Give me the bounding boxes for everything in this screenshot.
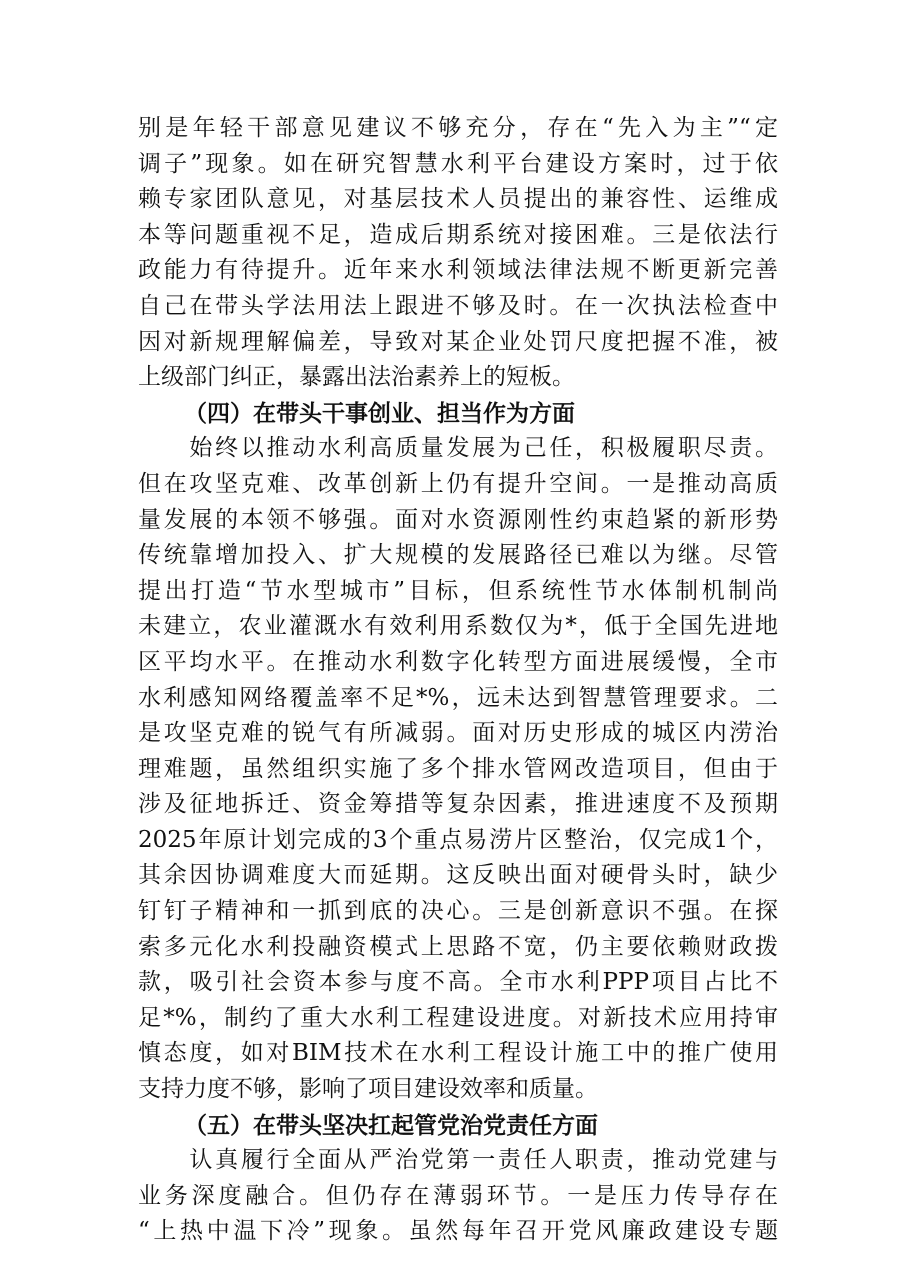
text-line: 足*%，制约了重大水利工程建设进度。对新技术应用持审	[138, 1004, 778, 1031]
text-line: 未建立，农业灌溉水有效利用系数仅为*，低于全国先进地	[138, 613, 778, 640]
text-line: 别是年轻干部意见建议不够充分，存在“先入为主”“定	[138, 115, 778, 141]
text-line: 但在攻坚克难、改革创新上仍有提升空间。一是推动高质	[138, 470, 778, 497]
text-line: 因对新规理解偏差，导致对某企业处罚尺度把握不准，被	[138, 328, 778, 355]
text-line: 索多元化水利投融资模式上思路不宽，仍主要依赖财政拨	[138, 933, 778, 960]
text-line: 上级部门纠正，暴露出法治素养上的短板。	[138, 364, 575, 391]
text-line: 政能力有待提升。近年来水利领域法律法规不断更新完善	[138, 257, 778, 284]
text-line: 赖专家团队意见，对基层技术人员提出的兼容性、运维成	[138, 186, 778, 213]
text-line: 涉及征地拆迁、资金筹措等复杂因素，推进速度不及预期	[138, 791, 778, 818]
text-line: 量发展的本领不够强。面对水资源刚性约束趋紧的新形势	[138, 506, 778, 533]
text-line: 理难题，虽然组织实施了多个排水管网改造项目，但由于	[138, 755, 778, 782]
text-line: “上热中温下冷”现象。虽然每年召开党风廉政建设专题	[138, 1218, 778, 1245]
text-line: 始终以推动水利高质量发展为己任，积极履职尽责。	[138, 435, 778, 462]
text-line: 钉钉子精神和一抓到底的决心。三是创新意识不强。在探	[138, 898, 778, 925]
text-line: 慎态度，如对BIM技术在水利工程设计施工中的推广使用	[138, 1040, 778, 1067]
text-line: 是攻坚克难的锐气有所减弱。面对历史形成的城区内涝治	[138, 720, 778, 747]
text-line: 2025年原计划完成的3个重点易涝片区整治，仅完成1个，	[138, 826, 778, 853]
text-line: 自己在带头学法用法上跟进不够及时。在一次执法检查中	[138, 292, 778, 319]
section-heading: （五）在带头坚决扛起管党治党责任方面	[184, 1111, 598, 1139]
text-line: 认真履行全面从严治党第一责任人职责，推动党建与	[138, 1147, 778, 1174]
text-line: 传统靠增加投入、扩大规模的发展路径已难以为继。尽管	[138, 542, 778, 569]
text-line: 本等问题重视不足，造成后期系统对接困难。三是依法行	[138, 221, 778, 248]
section-heading: （四）在带头干事创业、担当作为方面	[184, 399, 575, 427]
text-line: 支持力度不够，影响了项目建设效率和质量。	[138, 1076, 598, 1103]
text-line: 款，吸引社会资本参与度不高。全市水利PPP项目占比不	[138, 969, 778, 996]
text-line: 区平均水平。在推动水利数字化转型方面进展缓慢，全市	[138, 648, 778, 675]
text-line: 提出打造“节水型城市”目标，但系统性节水体制机制尚	[138, 577, 778, 604]
body-text	[138, 111, 778, 1250]
text-line: 业务深度融合。但仍存在薄弱环节。一是压力传导存在	[138, 1182, 778, 1209]
text-line: 其余因协调难度大而延期。这反映出面对硬骨头时，缺少	[138, 862, 778, 889]
text-line: 水利感知网络覆盖率不足*%，远未达到智慧管理要求。二	[138, 684, 778, 711]
text-line: 调子”现象。如在研究智慧水利平台建设方案时，过于依	[138, 150, 778, 177]
